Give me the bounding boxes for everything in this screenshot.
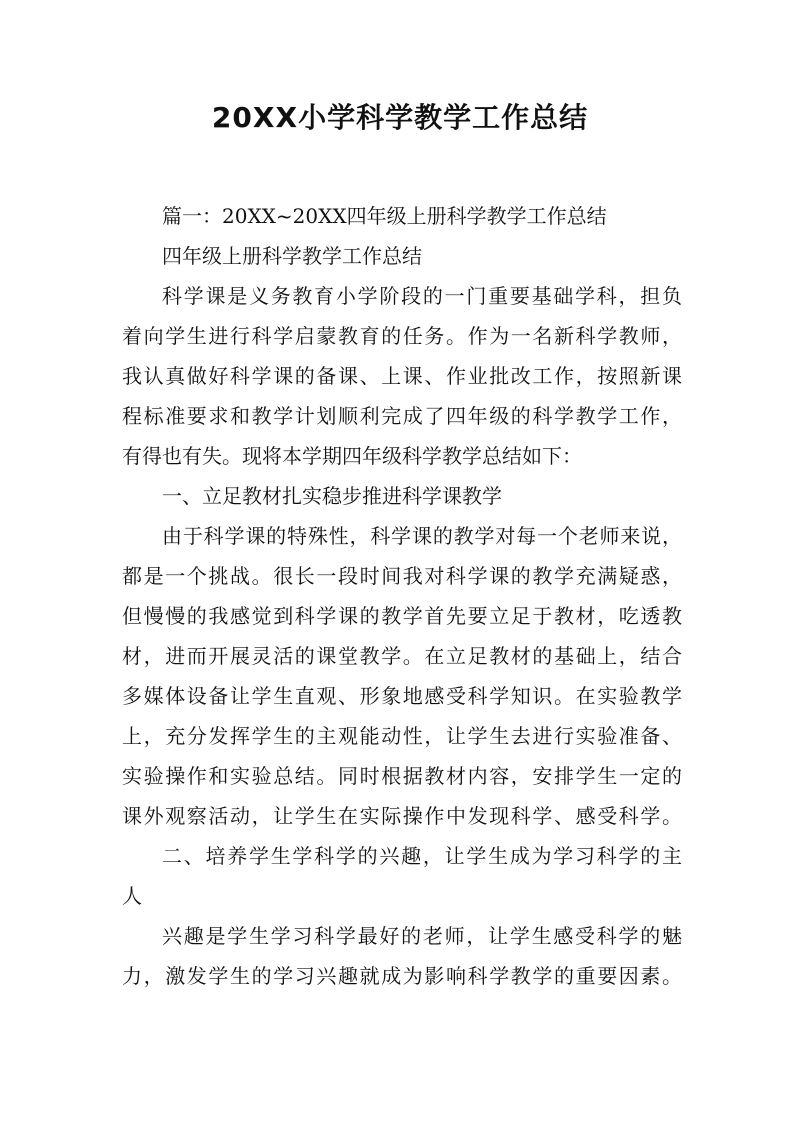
text-line: 兴趣是学生学习科学最好的老师，让学生感受科学的魅 bbox=[162, 924, 682, 948]
text-line: 着向学生进行科学启蒙教育的任务。作为一名新科学教师， bbox=[122, 324, 682, 348]
document-body bbox=[122, 196, 682, 996]
text-line: 一、立足教材扎实稳步推进科学课教学 bbox=[162, 484, 502, 508]
text-line: 实验操作和实验总结。同时根据教材内容，安排学生一定的 bbox=[122, 764, 682, 788]
text-line: 二、培养学生学科学的兴趣，让学生成为学习科学的主 bbox=[162, 844, 682, 868]
text-line: 力，激发学生的学习兴趣就成为影响科学教学的重要因素。 bbox=[122, 964, 682, 988]
text-line: 程标准要求和教学计划顺利完成了四年级的科学教学工作， bbox=[122, 404, 682, 428]
document-title: 20XX小学科学教学工作总结 bbox=[211, 101, 589, 134]
text-line: 人 bbox=[122, 884, 142, 908]
text-line: 但慢慢的我感觉到科学课的教学首先要立足于教材，吃透教 bbox=[122, 604, 682, 628]
text-line: 四年级上册科学教学工作总结 bbox=[162, 244, 422, 268]
text-line: 都是一个挑战。很长一段时间我对科学课的教学充满疑惑， bbox=[122, 564, 682, 588]
text-line: 由于科学课的特殊性，科学课的教学对每一个老师来说， bbox=[162, 524, 682, 548]
text-line: 上，充分发挥学生的主观能动性，让学生去进行实验准备、 bbox=[122, 724, 682, 748]
text-line: 我认真做好科学课的备课、上课、作业批改工作，按照新课 bbox=[122, 364, 682, 388]
text-line: 材，进而开展灵活的课堂教学。在立足教材的基础上，结合 bbox=[122, 644, 682, 668]
text-line: 有得也有失。现将本学期四年级科学教学总结如下： bbox=[122, 444, 582, 468]
text-line: 课外观察活动，让学生在实际操作中发现科学、感受科学。 bbox=[122, 804, 682, 828]
text-line: 科学课是义务教育小学阶段的一门重要基础学科，担负 bbox=[162, 284, 682, 308]
text-line: 篇一：20XX~20XX四年级上册科学教学工作总结 bbox=[162, 204, 607, 228]
text-line: 多媒体设备让学生直观、形象地感受科学知识。在实验教学 bbox=[122, 684, 682, 708]
